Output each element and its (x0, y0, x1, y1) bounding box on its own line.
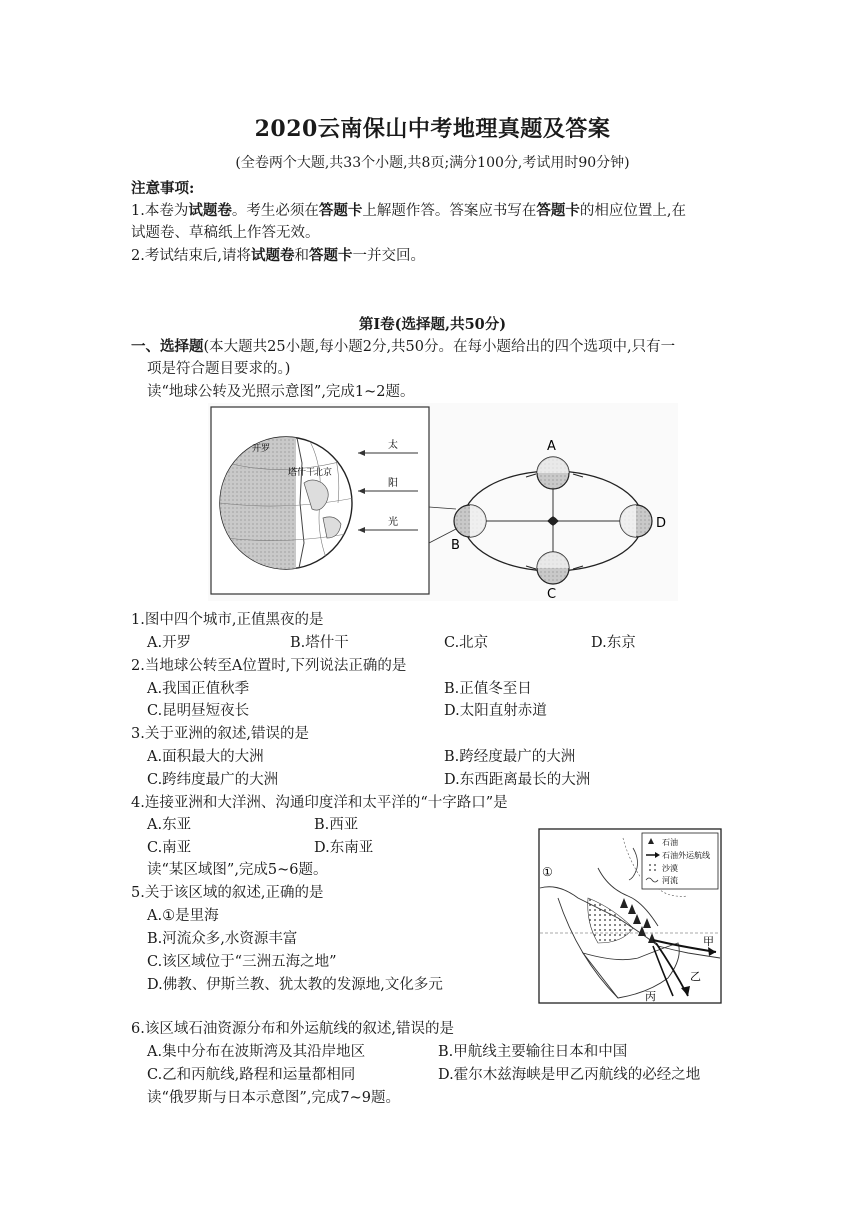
option: D.霍尔木兹海峡是甲乙丙航线的必经之地 (438, 1067, 701, 1083)
question-6: 6.该区域石油资源分布和外运航线的叙述,错误的是 (131, 1021, 454, 1037)
question-3: 3.关于亚洲的叙述,错误的是 (131, 726, 309, 742)
option: A.我国正值秋季 (147, 681, 250, 697)
option: A.集中分布在波斯湾及其沿岸地区 (147, 1044, 366, 1060)
position-b: B (451, 538, 460, 553)
intro-q7-9: 读“俄罗斯与日本示意图”,完成7~9题。 (147, 1090, 401, 1106)
option: B.甲航线主要输往日本和中国 (438, 1044, 628, 1060)
option: C.北京 (444, 635, 489, 651)
option: B.跨经度最广的大洲 (444, 749, 576, 765)
option: D.东南亚 (314, 840, 374, 856)
question-4: 4.连接亚洲和大洋洲、沟通印度洋和太平洋的“十字路口”是 (131, 795, 508, 811)
part-description: 一、选择题(本大题共25小题,每小题2分,共50分。在每小题给出的四个选项中,只有一 (131, 338, 676, 355)
sun-char-3: 光 (388, 517, 398, 528)
option: D.东京 (591, 635, 636, 651)
part-description-cont: 项是符合题目要求的。) (147, 361, 291, 377)
position-a: A (547, 439, 556, 454)
option: A.面积最大的大洲 (147, 749, 264, 765)
option: C.乙和丙航线,路程和运量都相同 (147, 1067, 356, 1083)
sun-char-1: 太 (388, 440, 398, 451)
legend-river: 河流 (662, 876, 678, 885)
option: C.该区域位于“三洲五海之地” (147, 954, 337, 970)
exam-info: (全卷两个大题,共33个小题,共8页;满分100分,考试用时90分钟) (235, 155, 630, 171)
earth-revolution-figure (208, 403, 678, 601)
section-heading: 第Ⅰ卷(选择题,共50分) (358, 316, 507, 333)
note-1: 1.本卷为试题卷。考生必须在答题卡上解题作答。答案应书写在答题卡的相应位置上,在 (131, 202, 686, 219)
option: C.跨纬度最广的大洲 (147, 772, 279, 788)
notes-heading: 注意事项: (131, 180, 195, 197)
route-label-bing: 丙 (645, 990, 656, 1003)
question-1: 1.图中四个城市,正值黑夜的是 (131, 612, 324, 628)
intro-q1-2: 读“地球公转及光照示意图”,完成1~2题。 (147, 384, 415, 400)
option: A.①是里海 (147, 908, 219, 924)
option: B.西亚 (314, 817, 359, 833)
option: B.正值冬至日 (444, 681, 532, 697)
option: A.东亚 (147, 817, 192, 833)
option: B.河流众多,水资源丰富 (147, 931, 298, 947)
intro-q5-6: 读“某区域图”,完成5~6题。 (147, 862, 328, 878)
note-2: 2.考试结束后,请将试题卷和答题卡一并交回。 (131, 247, 425, 264)
position-c: C (547, 587, 557, 601)
region-map-figure (538, 828, 722, 1004)
option: A.开罗 (147, 635, 192, 651)
position-d: D (656, 516, 667, 531)
option: C.南亚 (147, 840, 192, 856)
question-5: 5.关于该区域的叙述,正确的是 (131, 885, 324, 901)
option: D.太阳直射赤道 (444, 703, 547, 719)
legend-oil-route: 石油外运航线 (662, 851, 710, 860)
legend-desert: 沙漠 (662, 864, 678, 873)
legend-oil: 石油 (662, 838, 678, 847)
route-label-jia: 甲 (703, 935, 714, 948)
option: D.东西距离最长的大洲 (444, 772, 591, 788)
city-label-cairo: 开罗 (252, 444, 271, 454)
option: B.塔什干 (290, 635, 349, 651)
page-title: 2020云南保山中考地理真题及答案 (254, 116, 611, 142)
option: D.佛教、伊斯兰教、犹太教的发源地,文化多元 (147, 977, 443, 993)
sun-char-2: 阳 (388, 478, 398, 489)
question-2: 2.当地球公转至A位置时,下列说法正确的是 (131, 658, 407, 674)
map-label-1: ① (542, 865, 553, 879)
city-label-beijing: 北京 (314, 468, 333, 478)
note-1-cont: 试题卷、草稿纸上作答无效。 (131, 225, 320, 241)
route-label-yi: 乙 (690, 970, 701, 983)
city-label-tashkent: 塔什干 (288, 468, 316, 478)
option: C.昆明昼短夜长 (147, 703, 250, 719)
